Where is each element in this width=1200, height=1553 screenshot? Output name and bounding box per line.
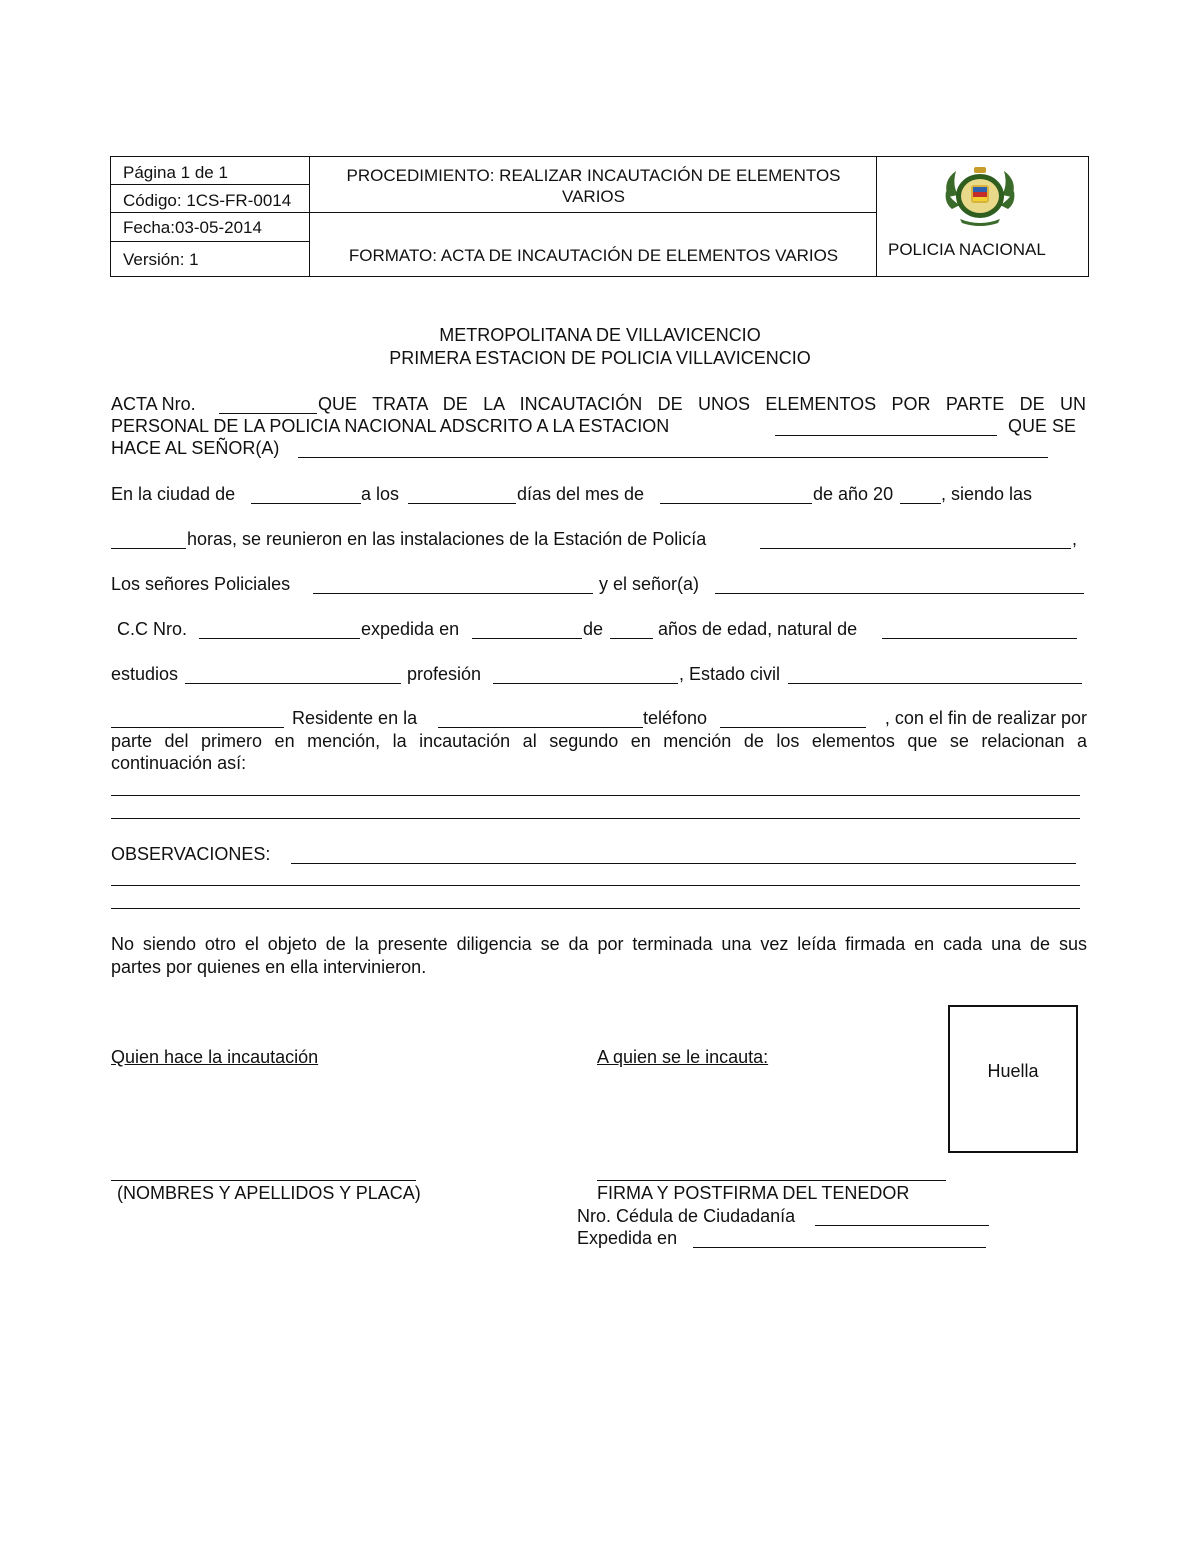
officers-label: Los señores Policiales — [111, 574, 291, 594]
citizen-label: y el señor(a) — [599, 574, 700, 594]
document-date: Fecha:03-05-2014 — [123, 218, 262, 237]
closing-text-1: No siendo otro el objeto de la presente diligencia se da por terminada una vez leída firmada en cada una de sus — [111, 934, 1087, 954]
civil-status-field[interactable] — [788, 683, 1082, 684]
closing-text-2: partes por quienes en ella intervinieron. — [111, 957, 427, 977]
hours-comma: , — [1072, 529, 1078, 549]
id-number-label: Nro. Cédula de Ciudadanía — [577, 1206, 796, 1226]
station-field[interactable] — [775, 435, 997, 436]
policia-nacional-emblem-icon — [938, 163, 1022, 229]
purpose-text: , con el fin de realizar por — [884, 708, 1087, 728]
fingerprint-box[interactable] — [948, 1005, 1078, 1153]
holder-heading: A quien se le incauta: — [597, 1047, 769, 1067]
title-estacion: PRIMERA ESTACION DE POLICIA VILLAVICENCIO — [389, 348, 811, 368]
id-number-field[interactable] — [815, 1225, 989, 1226]
month-field[interactable] — [660, 503, 812, 504]
time-label: , siendo las — [941, 484, 1033, 504]
holder-signature-line[interactable] — [597, 1180, 946, 1181]
purpose-text-3: continuación así: — [111, 753, 247, 773]
city-label: En la ciudad de — [111, 484, 236, 504]
acta-text-3: QUE SE — [1008, 416, 1077, 436]
elements-line-2[interactable] — [111, 818, 1080, 819]
document-version: Versión: 1 — [123, 250, 199, 269]
age-field[interactable] — [610, 638, 653, 639]
document-code: Código: 1CS-FR-0014 — [123, 191, 292, 210]
issued-field[interactable] — [693, 1247, 986, 1248]
purpose-text-2: parte del primero en mención, la incautación al segundo en mención de los elementos que se relacionan a — [111, 731, 1087, 751]
observations-field[interactable] — [291, 863, 1076, 864]
residence-label: Residente en la — [292, 708, 418, 728]
cc-field[interactable] — [199, 638, 360, 639]
title-metropolitana: METROPOLITANA DE VILLAVICENCIO — [439, 325, 761, 345]
acta-number-field[interactable] — [219, 413, 317, 414]
studies-field[interactable] — [185, 683, 401, 684]
officers-field[interactable] — [313, 593, 593, 594]
seizer-caption: (NOMBRES Y APELLIDOS Y PLACA) — [117, 1183, 421, 1203]
holder-caption: FIRMA Y POSTFIRMA DEL TENEDOR — [597, 1183, 910, 1203]
phone-field[interactable] — [720, 727, 866, 728]
citizen-field[interactable] — [715, 593, 1084, 594]
acta-text-4: HACE AL SEÑOR(A) — [111, 438, 280, 458]
fingerprint-label: Huella — [987, 1061, 1039, 1081]
residence-field[interactable] — [438, 727, 643, 728]
city-field[interactable] — [251, 503, 361, 504]
civil-status-label: , Estado civil — [679, 664, 781, 684]
native-of-field[interactable] — [882, 638, 1077, 639]
procedure-title: PROCEDIMIENTO: REALIZAR INCAUTACIÓN DE ELEMENTOS VARIOS — [346, 166, 841, 206]
cc-label: C.C Nro. — [117, 619, 188, 639]
issued-in-label: expedida en — [361, 619, 460, 639]
day-field[interactable] — [408, 503, 516, 504]
police-station-field[interactable] — [760, 548, 1071, 549]
institution-name: POLICIA NACIONAL — [888, 240, 1046, 259]
phone-label: teléfono — [643, 708, 708, 728]
page-number: Página 1 de 1 — [123, 163, 228, 182]
observations-line-2[interactable] — [111, 885, 1080, 886]
profession-field[interactable] — [493, 683, 678, 684]
acta-text-1: QUE TRATA DE LA INCAUTACIÓN DE UNOS ELEMENTOS POR PARTE DE UN — [318, 394, 1086, 414]
header-table — [110, 156, 1089, 277]
year-field[interactable] — [900, 503, 941, 504]
profession-label: profesión — [407, 664, 482, 684]
year-label: de año 20 — [813, 484, 894, 504]
observations-line-3[interactable] — [111, 908, 1080, 909]
observations-label: OBSERVACIONES: — [111, 844, 271, 864]
residence-prefix-field[interactable] — [111, 727, 284, 728]
age-label: años de edad, natural de — [658, 619, 858, 639]
format-title: FORMATO: ACTA DE INCAUTACIÓN DE ELEMENTOS VARIOS — [348, 246, 839, 265]
issued-in-field[interactable] — [472, 638, 582, 639]
studies-label: estudios — [111, 664, 179, 684]
month-label: días del mes de — [517, 484, 645, 504]
acta-number-label: ACTA Nro. — [111, 394, 196, 414]
age-of-label: de — [583, 619, 604, 639]
seizer-heading: Quien hace la incautación — [111, 1047, 319, 1067]
issued-label: Expedida en — [577, 1228, 678, 1248]
hours-field[interactable] — [111, 548, 186, 549]
seizer-signature-line[interactable] — [111, 1180, 416, 1181]
hours-label: horas, se reunieron en las instalaciones de la Estación de Policía — [187, 529, 707, 549]
acta-text-2: PERSONAL DE LA POLICIA NACIONAL ADSCRITO A LA ESTACION — [111, 416, 670, 436]
day-label: a los — [361, 484, 400, 504]
elements-line-1[interactable] — [111, 795, 1080, 796]
person-name-field[interactable] — [298, 457, 1048, 458]
